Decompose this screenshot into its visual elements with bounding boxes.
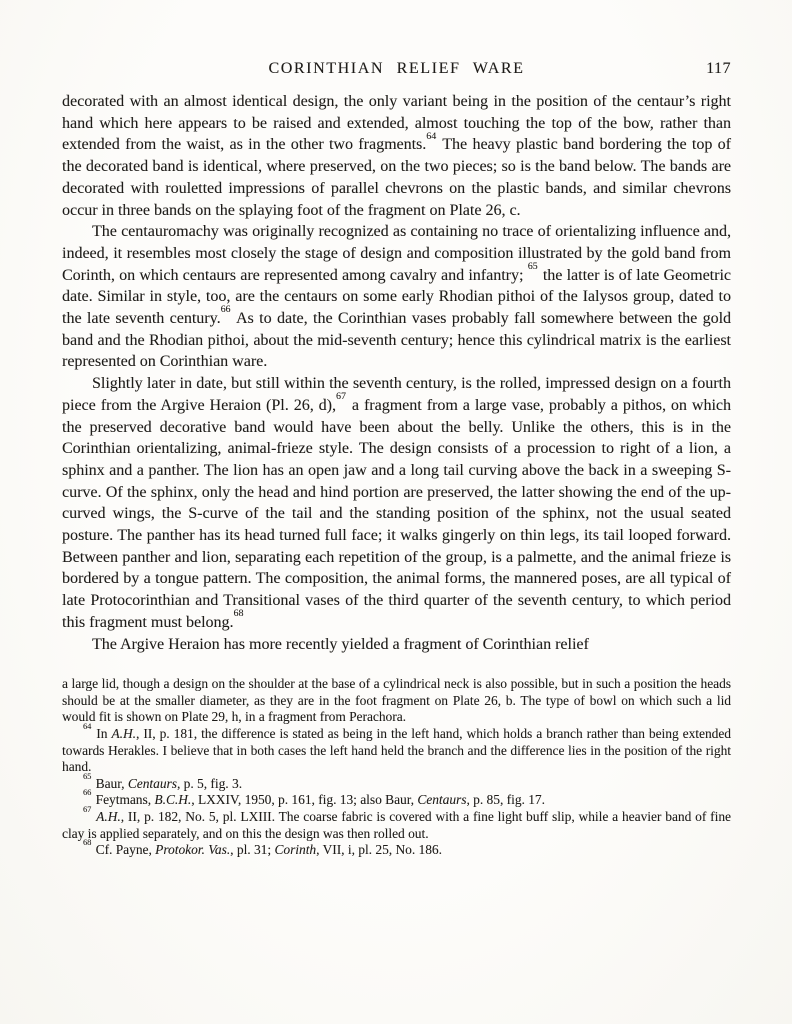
- italic-run: Centaurs: [417, 792, 467, 808]
- paragraph-argive-heraion: [62, 634, 731, 656]
- text-run: a fragment from a large vase, probably a pithos, on which the preserved decorative band would have been about the belly. Unlike the others, this is in the Corinthian orientalizing, animal-frieze style. The design consists of a procession to right of a lion, a sphinx and a panther. The lion has an open jaw and a long tail curving above the back in a sweeping S-curve. Of the sphinx, only the head and hind portion are preserved, the latter showing the end of the up-curved wings, the S-curve of the tail and the standing position of the sphinx, not the usual seated posture. The panther has its head turned full face; it walks gingerly on thin legs, its tail looped forward. Between panther and lion, separating each repetition of the group, is a palmette, and the animal frieze is bordered by a tongue pattern. The composition, the animal forms, the mannered poses, are all typical of late Protocorinthian and Transitional vases of the third quarter of the seventh century, to which period this fragment must belong.: [62, 396, 732, 631]
- body-text: [62, 91, 731, 655]
- text-run: , p. 5, fig. 3.: [176, 775, 243, 791]
- text-run: a large lid, though a design on the shoulder at the base of a cylindrical neck is also possible, but in such a position the heads should be at the smaller diameter, as they are in the foot fragment on Plate 26, b. The type of bowl on which such a lid would fit is shown on Plate 29, h, in a fragment from Perachora.: [62, 676, 731, 725]
- footnote-67: [62, 804, 731, 842]
- paragraph-fourth-piece: [62, 373, 731, 633]
- footnote-64: [62, 721, 731, 776]
- italic-run: A.H.: [96, 809, 121, 825]
- text-run: In: [92, 726, 112, 742]
- italic-run: Centaurs: [127, 775, 177, 791]
- italic-run: Protokor. Vas.: [155, 842, 231, 858]
- page-number: 117: [706, 60, 731, 77]
- text-run: decorated with an almost identical design, the only variant being in the position of the centaur’s right hand which here appears to be raised and extended, almost touching the top of the bow, rather than extended from the waist, as in the other two fragments.: [62, 93, 731, 154]
- footnote-marker: 68: [233, 608, 244, 620]
- footnote-66: [62, 788, 731, 809]
- text-run: Feytmans,: [92, 792, 155, 808]
- footnote-68: [62, 838, 731, 859]
- text-run: As to date, the Corinthian vases probably fall somewhere between the gold band and the Rhodian pithoi, about the mid-seventh century; hence this cylindrical matrix is the earliest represented on Corinthian ware.: [62, 310, 732, 371]
- text-run: , VII, i, pl. 25, No. 186.: [316, 842, 442, 858]
- italic-run: A.H.: [111, 726, 136, 742]
- text-run: Cf. Payne,: [92, 842, 156, 858]
- footnote-marker: 66: [220, 304, 231, 316]
- text-run: , LXXIV, 1950, p. 161, fig. 13; also Baur,: [191, 792, 418, 808]
- footnote-continuation: [62, 676, 731, 726]
- footnote-marker: 65: [527, 260, 538, 272]
- footnote-65: [62, 771, 731, 793]
- text-run: the latter is of late Geometric date. Similar in style, too, are the centaurs on some early Rhodian pithoi of the Ialysos group, dated to the late seventh century.: [62, 266, 732, 328]
- footnote-marker: 64: [83, 721, 92, 731]
- running-head: [62, 60, 731, 78]
- footnote-marker: 67: [83, 804, 92, 814]
- text-column: [62, 60, 731, 859]
- italic-run: B.C.H.: [154, 792, 192, 808]
- text-run: The Argive Heraion has more recently yielded a fragment of Corinthian relief: [92, 635, 589, 653]
- footnote-marker: 64: [426, 130, 437, 142]
- text-run: Baur,: [92, 775, 128, 791]
- text-run: Slightly later in date, but still within the seventh century, is the rolled, impressed design on a fourth piece from the Argive Heraion (Pl. 26, d),: [62, 375, 731, 414]
- paragraph-continuation: [62, 91, 731, 221]
- footnotes-section: [62, 676, 731, 859]
- italic-run: Corinth: [274, 842, 317, 858]
- paragraph-centauromachy: [62, 221, 731, 373]
- footnote-marker: 66: [83, 788, 92, 798]
- footnote-marker: 67: [336, 391, 346, 403]
- text-run: , pl. 31;: [230, 842, 275, 858]
- text-run: The centauromachy was originally recognized as containing no trace of orientalizing influence and, indeed, it resembles most closely the stage of design and composition illustrated by the gold band from Corinth, on which centaurs are represented among cavalry and infantry;: [62, 223, 731, 284]
- text-run: , II, p. 181, the difference is stated as being in the left hand, which holds a branch rather than being extended towards Herakles. I believe that in both cases the left hand held the branch and the difference lies in the position of the right hand.: [62, 726, 731, 775]
- text-run: , II, p. 182, No. 5, pl. LXIII. The coarse fabric is covered with a fine light buff slip, while a heavier band of fine clay is applied separately, and on this the design was then rolled out.: [62, 809, 731, 841]
- text-run: , p. 85, fig. 17.: [466, 792, 545, 808]
- footnote-marker: 65: [83, 771, 92, 781]
- text-run: The heavy plastic band bordering the top of the decorated band is identical, where preserved, on the two pieces; so is the band below. The bands are decorated with rouletted impressions of parallel chevrons on the plastic bands, and similar chevrons occur in three bands on the splaying foot of the fragment on Plate 26, c.: [62, 136, 732, 219]
- page-title: CORINTHIAN RELIEF WARE: [268, 60, 525, 77]
- footnote-marker: 68: [83, 838, 92, 848]
